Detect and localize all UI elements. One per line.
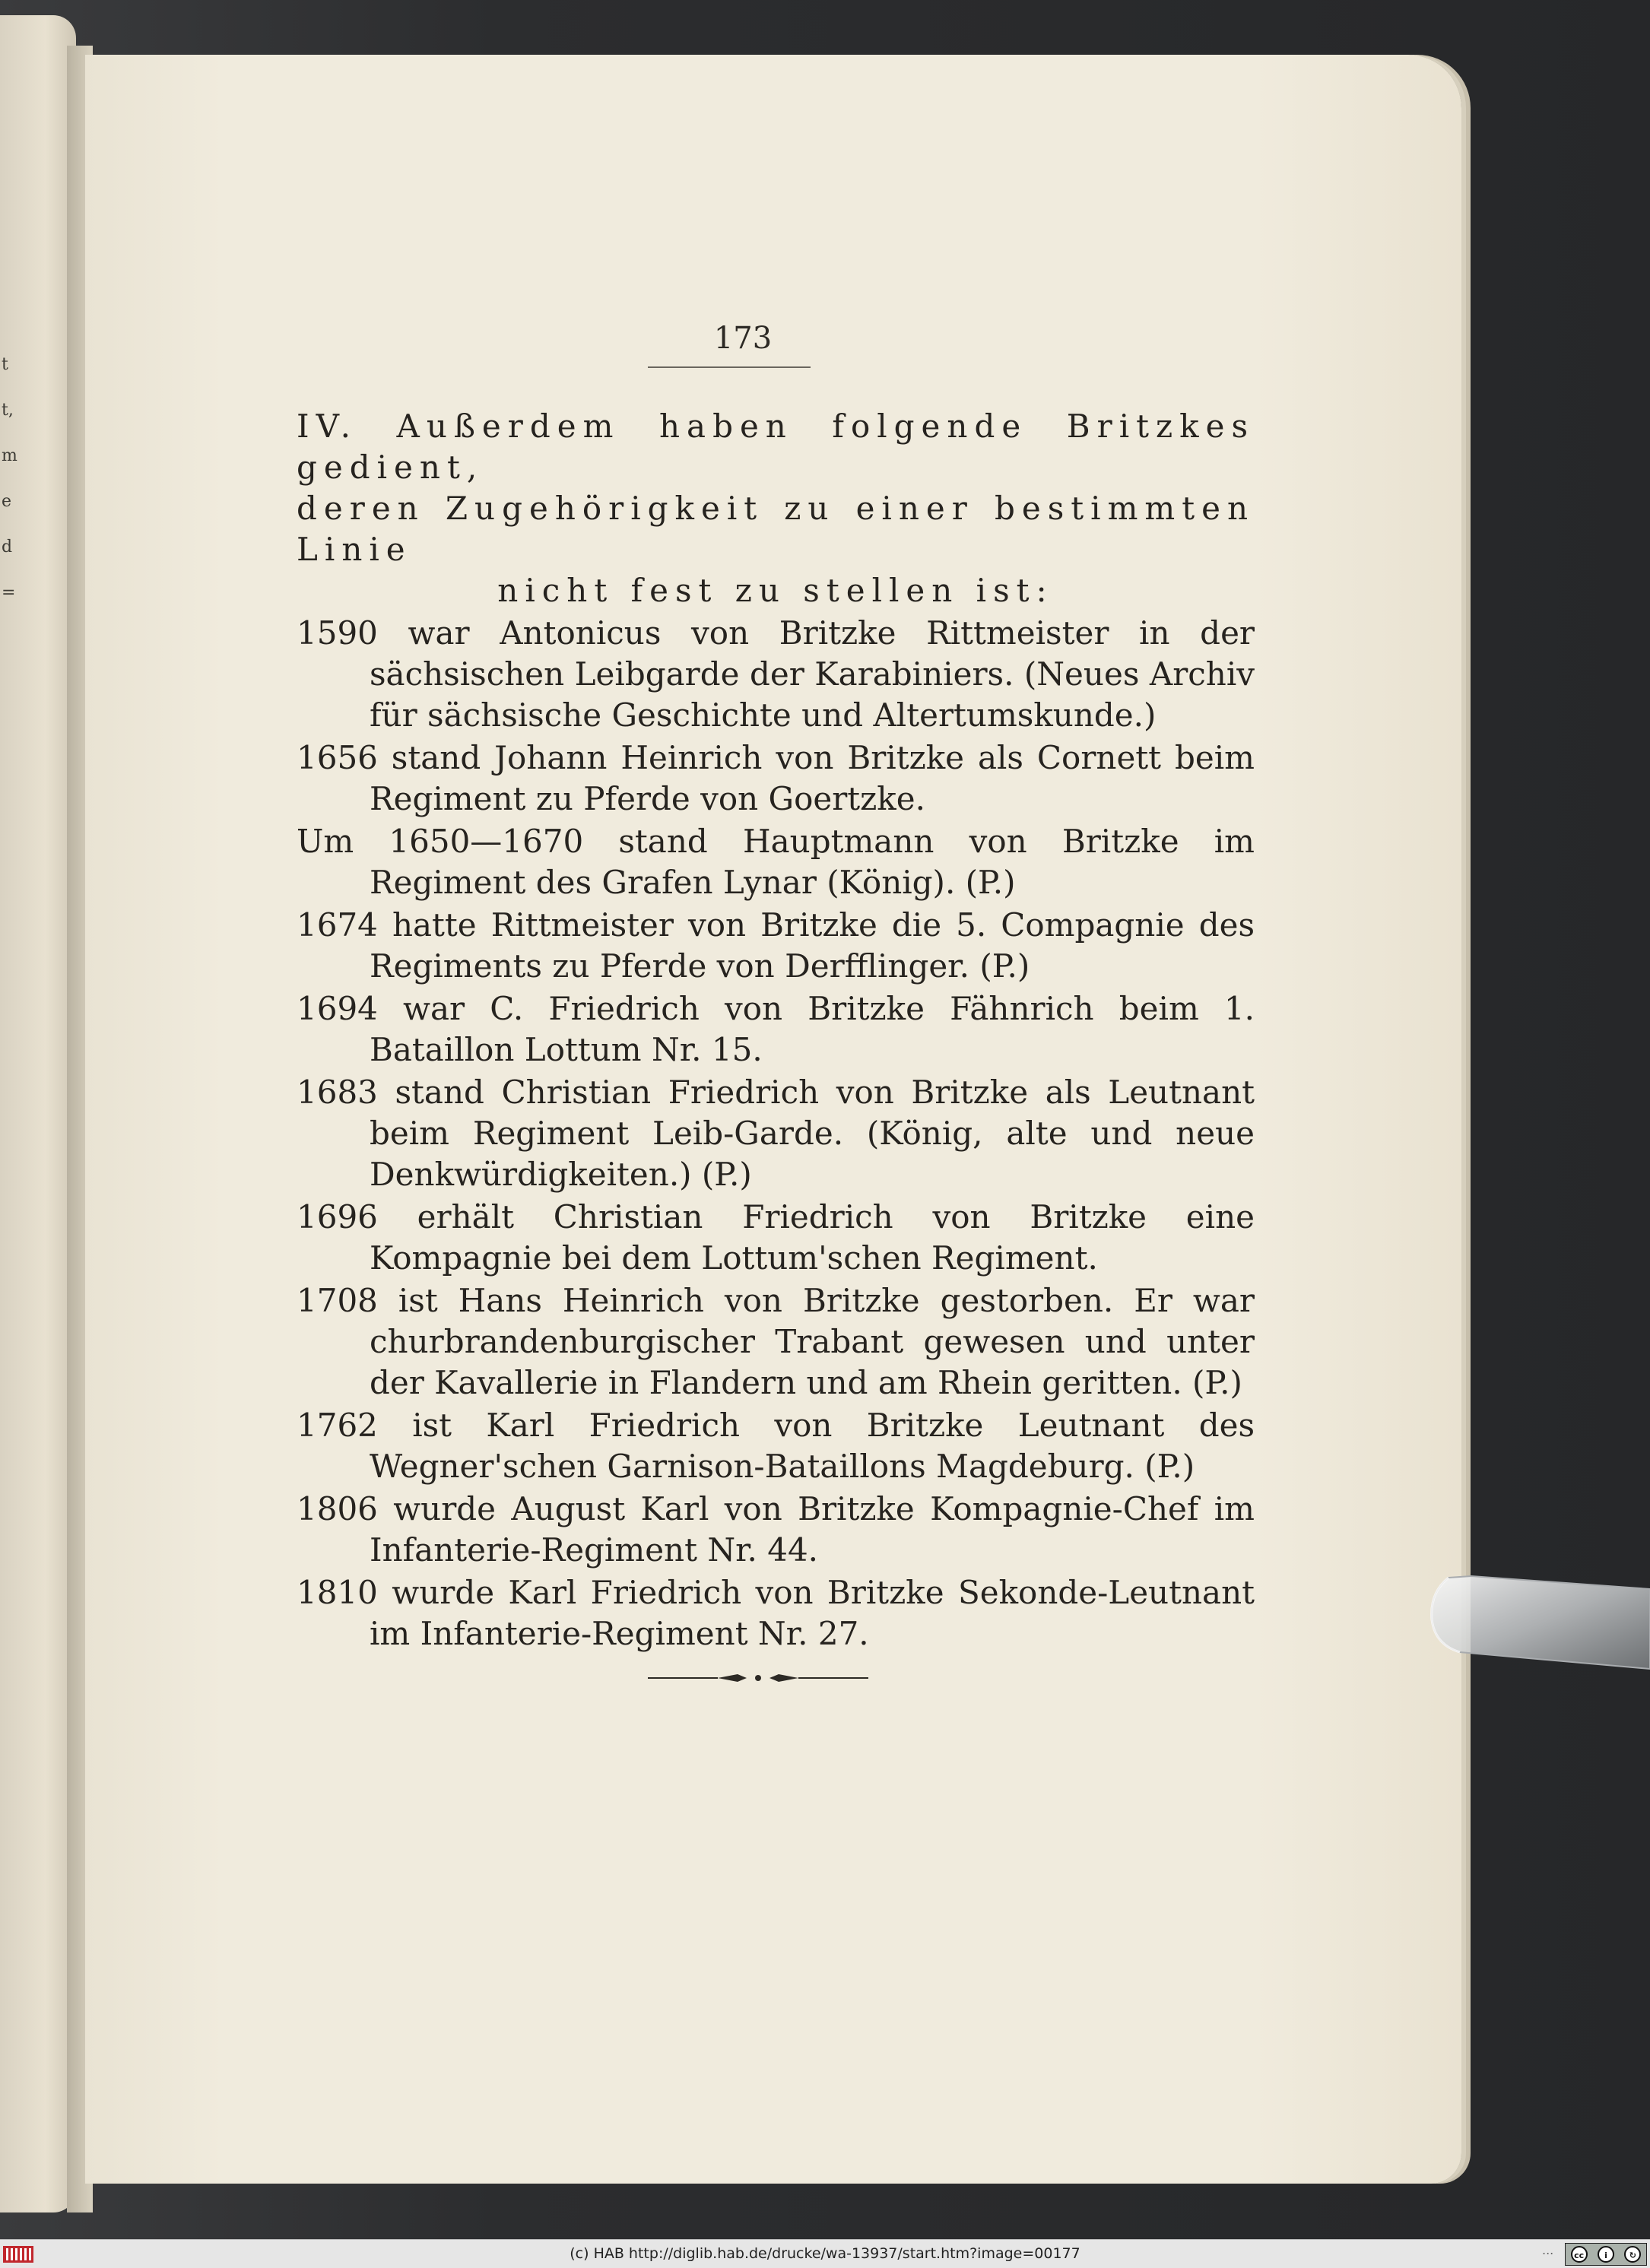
page-number-rule (648, 366, 811, 368)
record-entry: 1683 stand Christian Friedrich von Britzke als Leutnant beim Regiment Leib-Garde. (König, alte und neue Denkwürdigkeiten.) (P.) (297, 1074, 1255, 1193)
margin-fragment: t (2, 355, 8, 374)
record-entry: 1590 war Antonicus von Britzke Rittmeister in der sächsischen Leibgarde der Karabiniers. (Neues Archiv für sächsische Geschichte und Altertumskunde.) (297, 614, 1255, 734)
record-entry: 1708 ist Hans Heinrich von Britzke gestorben. Er war churbrandenburgischer Trabant gewesen und unter der Kavallerie in Flandern und am Rhein geritten. (P.) (297, 1282, 1255, 1401)
footer-more-dots: ... (1542, 2243, 1554, 2257)
record-entry: 1762 ist Karl Friedrich von Britzke Leutnant des Wegner'schen Garnison-Bataillons Magdeburg. (P.) (297, 1407, 1255, 1485)
record-entry: 1694 war C. Friedrich von Britzke Fähnrich beim 1. Bataillon Lottum Nr. 15. (297, 990, 1255, 1068)
page-holder-clip (1426, 1562, 1650, 1707)
section-heading-line: IV. Außerdem haben folgende Britzkes gedient, (297, 408, 1255, 486)
section-heading-line: nicht fest zu stellen ist: (497, 572, 1054, 609)
page-number: 173 (713, 321, 773, 356)
margin-fragment: = (2, 583, 16, 602)
margin-fragment: t, (2, 401, 14, 420)
record-entry: Um 1650—1670 stand Hauptmann von Britzke im Regiment des Grafen Lynar (König). (P.) (297, 823, 1255, 901)
creative-commons-license-badge[interactable] (1565, 2243, 1647, 2266)
sa-icon: ↻ (1624, 2246, 1641, 2263)
cc-icon: cc (1571, 2246, 1588, 2263)
by-icon: i (1598, 2246, 1614, 2263)
copyright-source-link[interactable]: (c) HAB http://diglib.hab.de/drucke/wa-13937/start.htm?image=00177 (570, 2245, 1080, 2262)
previous-page-margin-text (2, 342, 20, 616)
record-entry: 1806 wurde August Karl von Britzke Kompagnie-Chef im Infanterie-Regiment Nr. 44. (297, 1490, 1255, 1569)
margin-fragment: e (2, 492, 12, 511)
record-entry: 1696 erhält Christian Friedrich von Britzke eine Kompagnie bei dem Lottum'schen Regiment. (297, 1198, 1255, 1277)
footer-bar (0, 2239, 1650, 2268)
margin-fragment: d (2, 538, 13, 557)
page-text (297, 406, 1255, 1654)
section-heading-line: deren Zugehörigkeit zu einer bestimmten Linie (297, 490, 1255, 568)
record-entry: 1656 stand Johann Heinrich von Britzke als Cornett beim Regiment zu Pferde von Goertzke. (297, 739, 1255, 817)
record-entry: 1674 hatte Rittmeister von Britzke die 5. Compagnie des Regiments zu Pferde von Derfflinger. (P.) (297, 906, 1255, 985)
book-page (85, 55, 1461, 2184)
record-entry: 1810 wurde Karl Friedrich von Britzke Sekonde-Leutnant im Infanterie-Regiment Nr. 27. (297, 1574, 1255, 1652)
end-ornament-icon (648, 1667, 868, 1689)
margin-fragment: m (2, 446, 17, 465)
